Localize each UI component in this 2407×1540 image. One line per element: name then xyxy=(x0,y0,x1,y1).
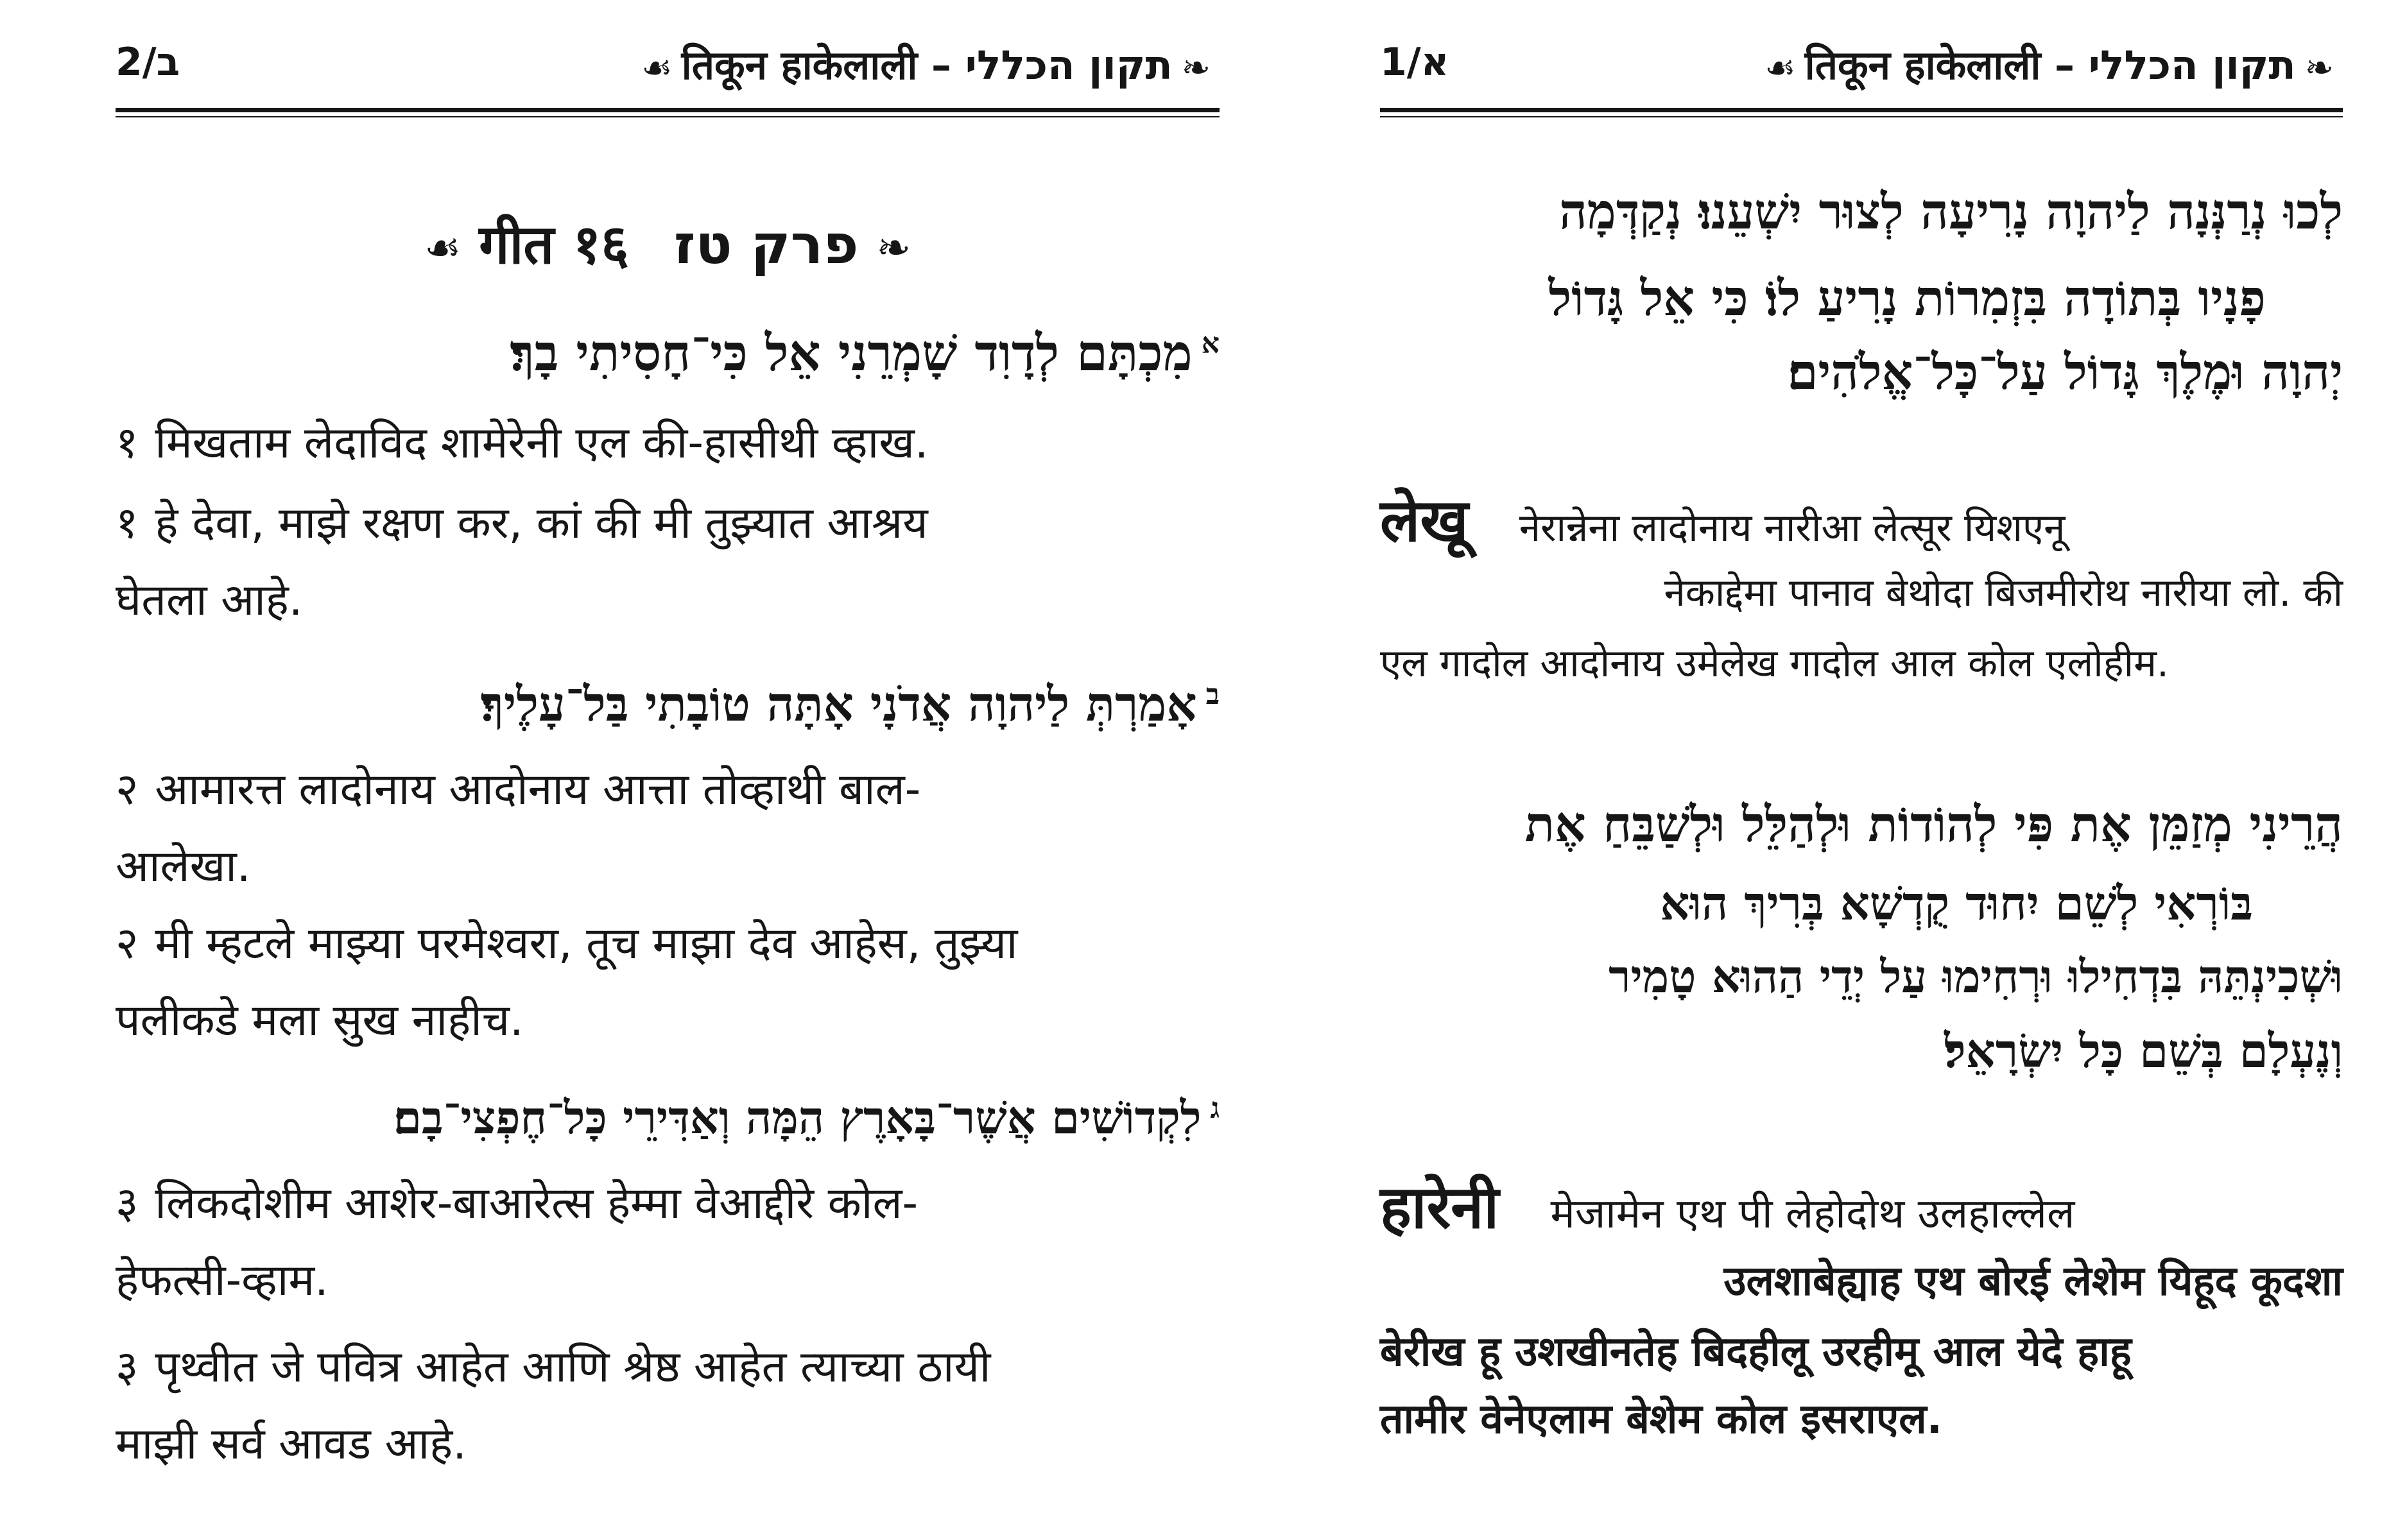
verse-number: ३ xyxy=(116,1178,139,1229)
verse-translation-text: पृथ्वीत जे पवित्र आहेत आणि श्रेष्ठ आहेत त्याच्या ठायी xyxy=(155,1342,991,1392)
verse-translation-text: माझी सर्व आवड आहे. xyxy=(116,1419,467,1469)
ornament-icon: ☙ xyxy=(1764,47,1796,89)
verse-number: ג xyxy=(1210,1091,1220,1125)
ornament-icon: ❧ xyxy=(876,225,911,273)
header-rule-thick xyxy=(116,108,1220,112)
hebrew-line xyxy=(1380,183,2343,241)
transliteration-line xyxy=(1380,635,2343,688)
verse-translation-line xyxy=(116,1335,1220,1394)
page-number: 1/א xyxy=(1380,40,1449,85)
verse-hebrew-text: אָמַרְתְּ לַיהוָה אֲדֹנָי אָתָּה טוֹבָתִי בַּל־עָלֶיךָ׃ xyxy=(480,677,1197,732)
verse-translation-line xyxy=(116,568,1220,628)
hebrew-line-text: וְנֶעְלָם בְּשֵׁם כָּל יִשְׂרָאֵל׃ xyxy=(1944,1023,2343,1078)
page-number: 2/ב xyxy=(116,40,180,85)
verse-translation-line xyxy=(116,988,1220,1048)
header-title xyxy=(632,37,1220,91)
ornament-icon: ☙ xyxy=(424,225,462,273)
header-rule-thick xyxy=(1380,108,2343,112)
header-title-text: तिकून हाकेलाली – תקון הכללי xyxy=(681,42,1173,89)
verse-translation-line xyxy=(116,1412,1220,1471)
hebrew-line xyxy=(1380,796,2343,853)
verse-number: १ xyxy=(116,418,139,468)
verse-translation-line xyxy=(116,491,1220,551)
ornament-icon: ❧ xyxy=(2304,47,2334,89)
verse-transliteration-text: लिकदोशीम आशेर-बाआरेत्स हेम्मा वेआद्दीरे कोल- xyxy=(155,1178,919,1229)
verse-translation-text: मी म्हटले माझ्या परमेश्वरा, तूच माझा देव आहेस, तुझ्या xyxy=(155,918,1018,969)
transliteration-text: एल गादोल आदोनाय उमेलेख गादोल आल कोल एलोहीम. xyxy=(1380,641,2170,686)
hebrew-line-text: וּשְׁכִינְתֵּהּ בִּדְחִילוּ וּרְחִימוּ עַל יְדֵי הַהוּא טָמִיר xyxy=(1609,950,2343,1003)
hebrew-line xyxy=(1380,876,2253,931)
lead-word: हारेनी xyxy=(1380,1173,1499,1242)
right-page xyxy=(1380,0,2343,1540)
transliteration-text: नेरान्नेना लादोनाय नारीआ लेत्सूर यिशएनू xyxy=(1519,506,2066,551)
header-title xyxy=(1756,37,2343,91)
transliteration-line xyxy=(1380,1251,2343,1307)
left-page xyxy=(116,0,1220,1540)
hebrew-line-text: לְכוּ נְרַנְּנָה לַיהוָה נָרִיעָה לְצוּר יִשְׁעֵנוּ׃ נְקַדְּמָה xyxy=(1559,183,2343,240)
verse-hebrew-text: מִכְתָּם לְדָוִד שָׁמְרֵנִי אֵל כִּי־חָסִיתִי בָךְ׃ xyxy=(510,324,1193,382)
header-rule-thin xyxy=(1380,116,2343,117)
ornament-icon: ☙ xyxy=(641,47,673,89)
verse-transliteration-text: मिखताम लेदाविद शामेरेनी एल की-हासीथी व्हाख. xyxy=(155,418,929,468)
verse-transliteration-line xyxy=(116,1248,1220,1308)
transliteration-line xyxy=(1380,478,2343,558)
hebrew-line-text: פָנָיו בְּתוֹדָה בִּזְמִרוֹת נָרִיעַ לוֹ׃ כִּי אֵל גָּדוֹל xyxy=(1548,270,2266,327)
verse-number: ३ xyxy=(116,1342,139,1392)
hebrew-line xyxy=(1380,343,2343,401)
verse-translation-line xyxy=(116,911,1220,971)
header-rule-thin xyxy=(116,116,1220,117)
verse-translation-text: हे देवा, माझे रक्षण कर, कां की मी तुझ्यात आश्रय xyxy=(155,498,928,549)
verse-transliteration-line xyxy=(116,1171,1220,1231)
verse-hebrew xyxy=(116,677,1220,733)
verse-transliteration-text: हेफत्सी-व्हाम. xyxy=(116,1255,329,1306)
transliteration-line xyxy=(1380,1165,2343,1245)
transliteration-text: मेजामेन एथ पी लेहोदोथ उलहाल्लेल xyxy=(1550,1190,2075,1238)
transliteration-text: उलशाबेह्याह एथ बोरई लेशेम यिहूद कूदशा xyxy=(1723,1258,2343,1305)
hebrew-line-text: בּוֹרְאִי לְשֵׁם יִחוּד קֻדְשָׁא בְּרִיךְ הוּא xyxy=(1660,876,2253,930)
verse-translation-text: घेतला आहे. xyxy=(116,575,303,626)
verse-number: २ xyxy=(116,918,139,969)
transliteration-line xyxy=(1380,1322,2343,1378)
verse-number: १ xyxy=(116,498,139,549)
verse-number: ב xyxy=(1205,678,1220,712)
verse-transliteration-text: आलेखा. xyxy=(116,841,251,892)
verse-hebrew xyxy=(116,1091,1220,1145)
lead-word: लेखू xyxy=(1380,486,1469,555)
header-title-text: तिकून हाकेलाली – תקון הכללי xyxy=(1804,42,2296,89)
verse-transliteration-line xyxy=(116,757,1220,817)
running-header xyxy=(116,0,1220,116)
hebrew-line xyxy=(1380,1023,2343,1079)
hebrew-line xyxy=(1380,270,2266,327)
chapter-heading xyxy=(116,205,1220,279)
ornament-icon: ❧ xyxy=(1181,47,1211,89)
verse-hebrew-text: לִקְדוֹשִׁים אֲשֶׁר־בָּאָרֶץ הֵמָּה וְאַדִּירֵי כָּל־חֶפְצִי־בָם׃ xyxy=(393,1091,1202,1144)
transliteration-text: बेरीख हू उशखीनतेह बिदहीलू उरहीमू आल येदे हाहू xyxy=(1380,1328,2132,1376)
verse-number: א xyxy=(1201,327,1220,360)
transliteration-text: तामीर वेनेएलाम बेशेम कोल इसराएल. xyxy=(1380,1396,1942,1443)
verse-translation-text: पलीकडे मला सुख नाहीच. xyxy=(116,995,524,1046)
verse-transliteration-line xyxy=(116,834,1220,894)
hebrew-line-text: הֲרֵינִי מְזַמֵּן אֶת פִּי לְהוֹדוֹת וּלְהַלֵּל וּלְשַׁבֵּחַ אֶת xyxy=(1524,796,2343,853)
verse-transliteration-text: आमारत्त लादोनाय आदोनाय आत्ता तोव्हाथी बाल- xyxy=(155,764,921,815)
verse-hebrew xyxy=(116,324,1220,382)
verse-number: २ xyxy=(116,764,139,815)
transliteration-text: नेकाद्देमा पानाव बेथोदा बिजमीरोथ नारीया लो. की xyxy=(1664,570,2343,615)
verse-transliteration xyxy=(116,411,1220,470)
hebrew-line xyxy=(1380,950,2343,1004)
chapter-heading-hebrew: פרק טז xyxy=(673,213,859,276)
chapter-heading-marathi: गीत १६ xyxy=(479,213,629,276)
transliteration-line xyxy=(1380,565,2343,617)
running-header xyxy=(1380,0,2343,116)
transliteration-line xyxy=(1380,1389,2343,1445)
hebrew-line-text: יְהוָה וּמֶלֶךְ גָּדוֹל עַל־כָּל־אֱלֹהִים׃ xyxy=(1787,343,2343,400)
